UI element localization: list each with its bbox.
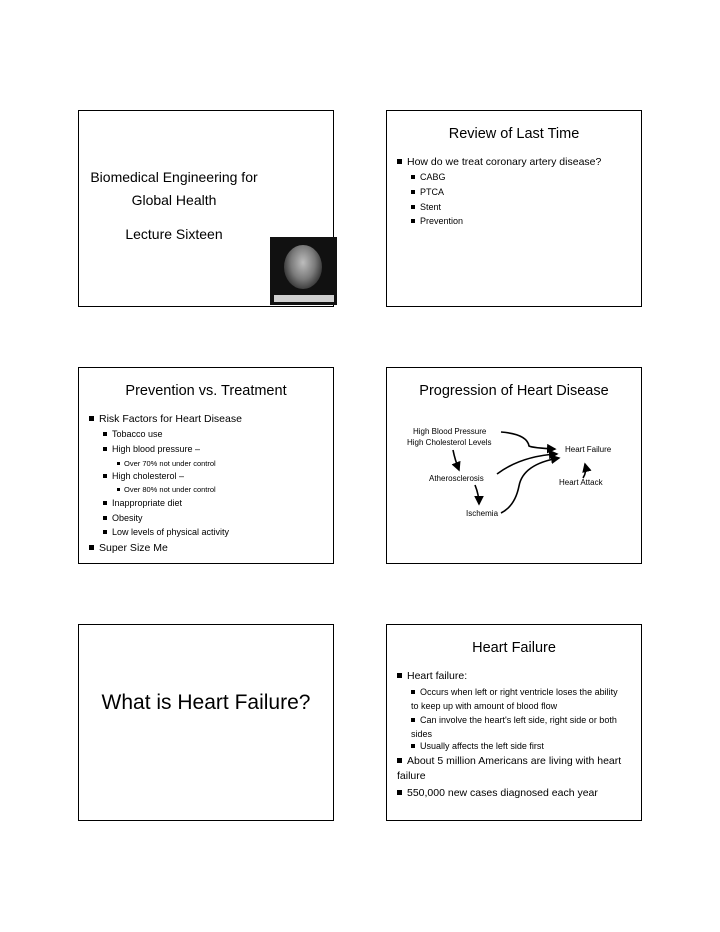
arrow-bp-to-failure [501, 432, 555, 449]
course-title-line-1: Biomedical Engineering for [90, 169, 258, 185]
bullet-item: Tobacco use [103, 429, 163, 439]
slide-title-lecture [78, 110, 334, 307]
slide-title: Review of Last Time [448, 126, 580, 142]
photo-caption-strip [274, 295, 334, 302]
bullet-item: High blood pressure – [103, 444, 200, 454]
slide-title: Progression of Heart Disease [419, 383, 609, 399]
slide-title: Heart Failure [472, 640, 556, 656]
label-heart-failure: Heart Failure [565, 445, 612, 454]
slide-question-text: What is Heart Failure? [101, 691, 311, 714]
bullet-item: 550,000 new cases diagnosed each year [397, 787, 598, 799]
arrow-to-atherosclerosis [453, 450, 459, 470]
bullet-item: Heart failure: [397, 670, 467, 682]
bullet-item: Over 70% not under control [117, 459, 216, 468]
course-title-line-2: Global Health [131, 192, 217, 208]
course-title [79, 166, 269, 212]
diagram-arrows [387, 368, 643, 565]
label-heart-attack: Heart Attack [559, 478, 603, 487]
lecture-number: Lecture Sixteen [125, 226, 223, 242]
slide-heart-failure [386, 624, 642, 821]
bullet-item: Obesity [103, 513, 143, 523]
slide-question [78, 624, 334, 821]
bullet-item: Stent [411, 202, 441, 212]
label-high-blood-pressure: High Blood Pressure [413, 427, 487, 436]
bullet-item: Prevention [411, 216, 463, 226]
arrow-to-ischemia [475, 485, 479, 504]
bullet-item: Can involve the heart's left side, right side or both sides [411, 715, 617, 739]
bullet-item: Inappropriate diet [103, 498, 182, 508]
bullet-item: Usually affects the left side first [411, 741, 544, 751]
label-atherosclerosis: Atherosclerosis [429, 474, 484, 483]
bullet-item: About 5 million Americans are living with heart failure [397, 755, 622, 782]
arrow-to-heart-attack [583, 464, 586, 478]
slide-progression [386, 367, 642, 564]
bullet-item: Risk Factors for Heart Disease [89, 413, 242, 425]
bullet-item: High cholesterol – [103, 471, 184, 481]
bullet-item: CABG [411, 172, 446, 182]
bullet-item: Super Size Me [89, 542, 168, 554]
bullet-item: PTCA [411, 187, 444, 197]
label-high-cholesterol: High Cholesterol Levels [407, 438, 492, 447]
portrait-face [284, 245, 322, 289]
bullet-item: Over 80% not under control [117, 485, 216, 494]
label-ischemia: Ischemia [466, 509, 499, 518]
bullet-item: Occurs when left or right ventricle loses the ability to keep up with amount of blood flow [411, 687, 618, 711]
bullet-item: How do we treat coronary artery disease? [397, 156, 601, 168]
slide-review [386, 110, 642, 307]
slide-prevention [78, 367, 334, 564]
bullet-item: Low levels of physical activity [103, 527, 229, 537]
slide-title: Prevention vs. Treatment [125, 383, 287, 399]
portrait-photo [270, 237, 337, 305]
